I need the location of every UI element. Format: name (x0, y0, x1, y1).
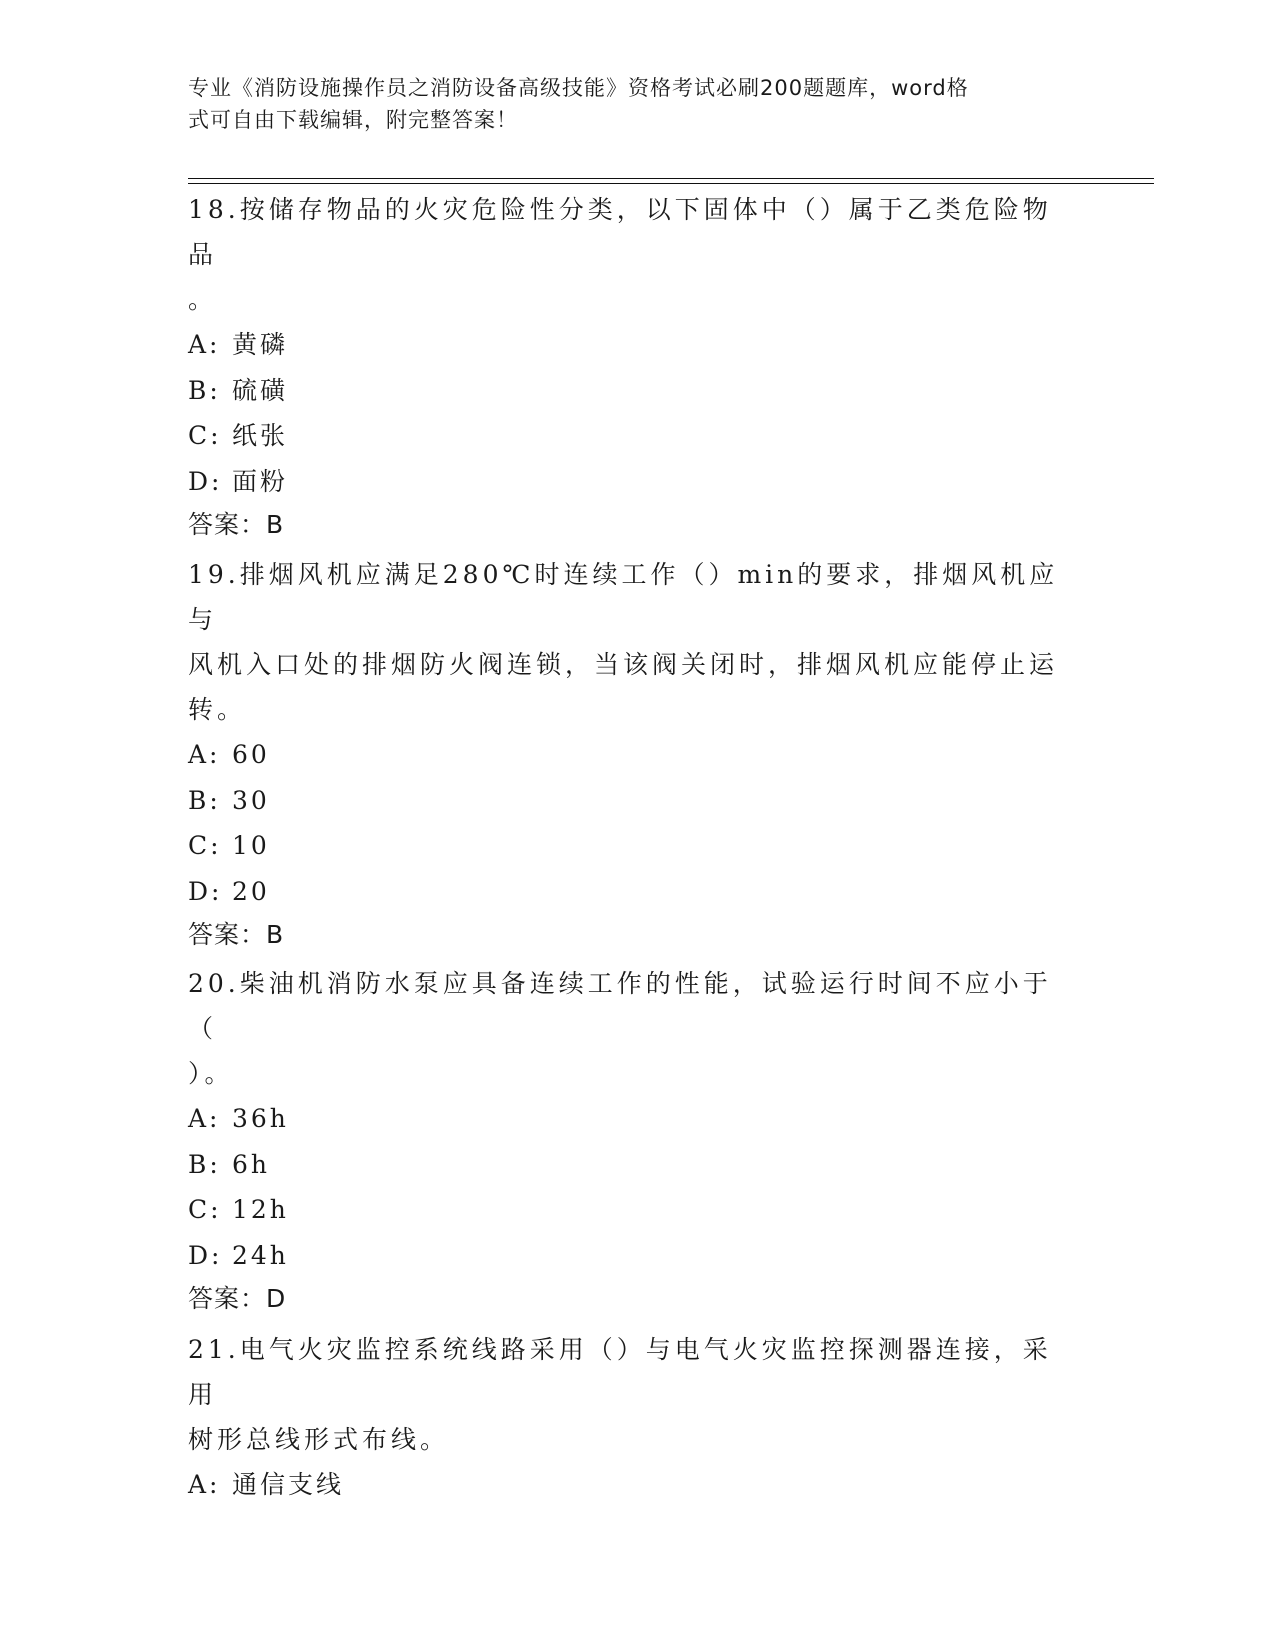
option-text: 30 (232, 785, 270, 815)
option-a (188, 1462, 1068, 1508)
option-text: 6h (232, 1149, 271, 1179)
option-text: 10 (232, 831, 270, 860)
option-text: 60 (232, 740, 270, 769)
option-text: 通信支线 (232, 1470, 345, 1499)
option-label: B: (188, 785, 221, 815)
option-text: 硫磺 (232, 375, 289, 405)
question-stem-line: 21.电气火灾监控系统线路采用（）与电气火灾监控探测器连接，采用 (188, 1335, 1052, 1409)
header-divider-top (188, 178, 1154, 179)
option-label: C: (188, 831, 222, 860)
question-stem-line: 转。 (188, 695, 247, 724)
option-label: A: (188, 1104, 221, 1133)
option-text: 黄磷 (232, 330, 289, 359)
option-text: 纸张 (232, 421, 289, 450)
option-d (188, 459, 1068, 505)
option-text: 24h (232, 1240, 289, 1270)
document-header (188, 72, 1068, 136)
answer-line: 答案：D (188, 1284, 287, 1313)
option-a (188, 322, 1068, 368)
option-c (188, 1187, 1068, 1233)
option-label: A: (188, 330, 221, 359)
question-stem-line: 。 (188, 285, 218, 314)
answer-line: 答案：B (188, 920, 285, 949)
option-text: 12h (232, 1195, 289, 1224)
option-b (188, 1142, 1068, 1188)
question-20 (188, 961, 1068, 1320)
question-stem-line: ）。 (188, 1059, 234, 1088)
option-label: A: (188, 1470, 221, 1499)
option-d (188, 869, 1068, 915)
option-label: A: (188, 740, 221, 769)
option-c (188, 413, 1068, 459)
option-label: C: (188, 421, 222, 450)
option-text: 面粉 (232, 466, 289, 496)
question-stem-line: 风机入口处的排烟防火阀连锁，当该阀关闭时，排烟风机应能停止运 (188, 650, 1059, 679)
option-text: 20 (232, 876, 270, 906)
question-stem-line: 20.柴油机消防水泵应具备连续工作的性能，试验运行时间不应小于（ (188, 969, 1052, 1043)
option-label: B: (188, 1149, 221, 1179)
option-c (188, 823, 1068, 869)
question-19 (188, 552, 1068, 956)
question-stem-line: 19.排烟风机应满足280℃时连续工作（）min的要求，排烟风机应与 (188, 560, 1059, 634)
option-b (188, 368, 1068, 414)
question-21 (188, 1327, 1068, 1508)
option-b (188, 778, 1068, 824)
header-divider-bottom (188, 183, 1154, 184)
question-stem-line: 树形总线形式布线。 (188, 1425, 450, 1454)
header-line-2: 式可自由下载编辑，附完整答案！ (188, 108, 518, 132)
question-stem-line: 18.按储存物品的火灾危险性分类，以下固体中（）属于乙类危险物品 (188, 195, 1052, 269)
question-18 (188, 187, 1068, 546)
option-label: D: (188, 466, 223, 496)
option-label: D: (188, 876, 223, 906)
answer-line: 答案：B (188, 510, 285, 539)
option-a (188, 1096, 1068, 1142)
option-d (188, 1233, 1068, 1279)
option-a (188, 732, 1068, 778)
option-label: B: (188, 375, 221, 405)
option-text: 36h (232, 1104, 289, 1133)
option-label: C: (188, 1195, 222, 1224)
option-label: D: (188, 1240, 223, 1270)
header-line-1: 专业《消防设施操作员之消防设备高级技能》资格考试必刷200题题库，word格 (188, 76, 969, 100)
